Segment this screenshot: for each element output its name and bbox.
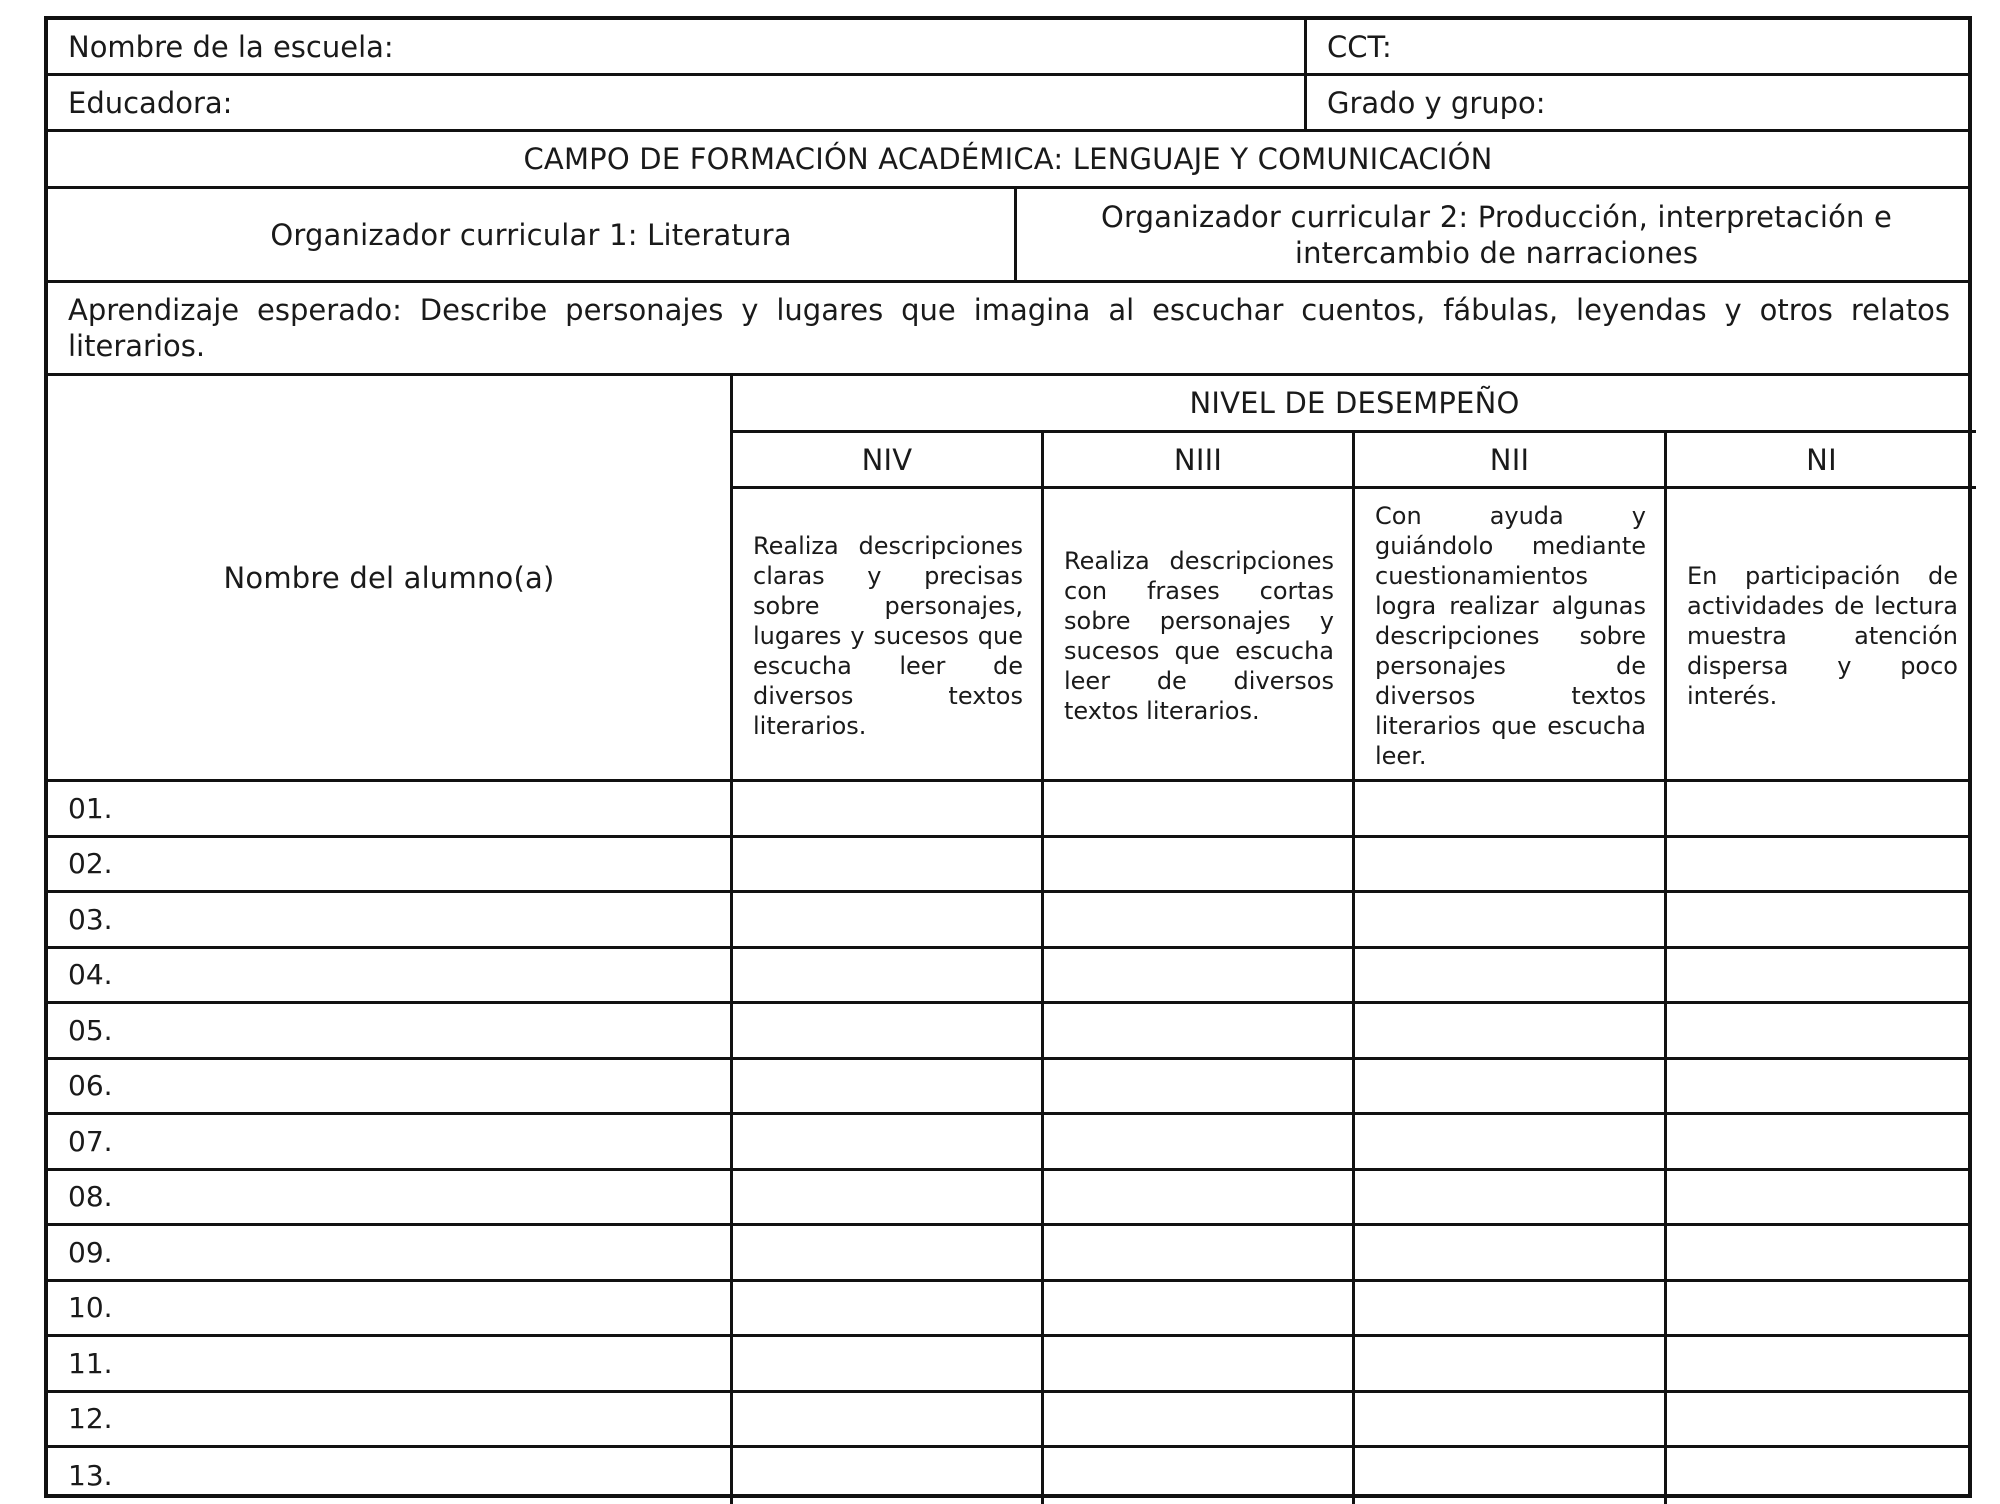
table-row	[48, 1004, 1968, 1060]
student-name-header-label: Nombre del alumno(a)	[223, 560, 555, 595]
level-mark-cell-ni[interactable]	[1664, 1282, 1976, 1335]
level-mark-cell-nii[interactable]	[1352, 1060, 1664, 1113]
table-row	[48, 1448, 1968, 1504]
level-mark-cell-niv[interactable]	[730, 893, 1041, 946]
level-mark-cell-niv[interactable]	[730, 1171, 1041, 1224]
student-name-cell[interactable]	[48, 1115, 730, 1168]
level-mark-cell-niv[interactable]	[730, 1337, 1041, 1390]
level-mark-cell-niv[interactable]	[730, 838, 1041, 891]
level-nii-desc: Con ayuda y guiándolo mediante cuestionamientos logra realizar algunas descripciones sobre personajes de diversos textos literarios que escucha leer.	[1375, 501, 1646, 770]
aprendizaje-cell	[48, 283, 1968, 373]
grade-group-label: Grado y grupo:	[1327, 85, 1546, 120]
student-name-cell[interactable]	[48, 1282, 730, 1335]
level-mark-cell-ni[interactable]	[1664, 1226, 1976, 1279]
level-mark-cell-ni[interactable]	[1664, 1171, 1976, 1224]
row-number: 03.	[68, 902, 113, 936]
level-niv-header	[730, 433, 1041, 489]
level-mark-cell-ni[interactable]	[1664, 782, 1976, 835]
row-number: 13.	[68, 1459, 113, 1493]
student-name-cell[interactable]	[48, 1171, 730, 1224]
school-name-label: Nombre de la escuela:	[68, 29, 394, 64]
table-row	[48, 893, 1968, 949]
row-number: 02.	[68, 847, 113, 881]
table-header	[48, 376, 1968, 782]
level-mark-cell-niii[interactable]	[1041, 1226, 1352, 1279]
level-mark-cell-nii[interactable]	[1352, 1337, 1664, 1390]
performance-level-label: NIVEL DE DESEMPEÑO	[1189, 386, 1520, 420]
campo-title-cell	[48, 132, 1968, 186]
level-mark-cell-ni[interactable]	[1664, 949, 1976, 1002]
student-name-cell[interactable]	[48, 1226, 730, 1279]
teacher-field[interactable]	[48, 76, 1304, 129]
level-mark-cell-niii[interactable]	[1041, 949, 1352, 1002]
level-mark-cell-nii[interactable]	[1352, 1004, 1664, 1057]
organizador-2-cell	[1014, 189, 1976, 280]
aprendizaje-row	[48, 283, 1968, 376]
header-row-school	[48, 20, 1968, 76]
row-number: 11.	[68, 1346, 113, 1380]
level-mark-cell-niii[interactable]	[1041, 1171, 1352, 1224]
school-name-field[interactable]	[48, 20, 1304, 73]
level-ni-descriptor	[1664, 489, 1976, 782]
level-nii-header	[1352, 433, 1664, 489]
organizador-row	[48, 189, 1968, 283]
level-nii-name: NII	[1489, 442, 1530, 477]
level-mark-cell-niii[interactable]	[1041, 1060, 1352, 1113]
teacher-label: Educadora:	[68, 85, 233, 120]
level-mark-cell-niii[interactable]	[1041, 838, 1352, 891]
level-mark-cell-ni[interactable]	[1664, 1448, 1976, 1504]
table-row	[48, 1393, 1968, 1449]
row-number: 06.	[68, 1069, 113, 1103]
level-mark-cell-nii[interactable]	[1352, 1448, 1664, 1504]
student-name-cell[interactable]	[48, 1393, 730, 1446]
level-mark-cell-niii[interactable]	[1041, 1393, 1352, 1446]
campo-title: CAMPO DE FORMACIÓN ACADÉMICA: LENGUAJE Y COMUNICACIÓN	[523, 142, 1493, 176]
row-number: 01.	[68, 791, 113, 825]
table-row	[48, 949, 1968, 1005]
level-mark-cell-nii[interactable]	[1352, 1226, 1664, 1279]
table-row	[48, 1115, 1968, 1171]
student-name-cell[interactable]	[48, 1004, 730, 1057]
level-mark-cell-niv[interactable]	[730, 1060, 1041, 1113]
table-row	[48, 1282, 1968, 1338]
organizador-2: Organizador curricular 2: Producción, interpretación e intercambio de narraciones	[1100, 199, 1893, 270]
level-niv-desc: Realiza descripciones claras y precisas sobre personajes, lugares y sucesos que escucha leer de diversos textos literarios.	[753, 531, 1023, 740]
level-nii-descriptor	[1352, 489, 1664, 782]
level-mark-cell-ni[interactable]	[1664, 838, 1976, 891]
level-mark-cell-ni[interactable]	[1664, 1115, 1976, 1168]
student-name-cell[interactable]	[48, 1448, 730, 1504]
campo-row	[48, 132, 1968, 189]
aprendizaje-text: Aprendizaje esperado: Describe personajes y lugares que imagina al escuchar cuentos, fábulas, leyendas y otros relatos literarios.	[68, 293, 1950, 363]
cct-field[interactable]	[1304, 20, 1976, 73]
level-niii-desc: Realiza descripciones con frases cortas sobre personajes y sucesos que escucha leer de diversos textos literarios.	[1064, 546, 1334, 725]
level-mark-cell-niii[interactable]	[1041, 1115, 1352, 1168]
level-mark-cell-nii[interactable]	[1352, 893, 1664, 946]
level-mark-cell-nii[interactable]	[1352, 1171, 1664, 1224]
level-ni-name: NI	[1806, 442, 1837, 477]
table-row	[48, 1171, 1968, 1227]
student-name-cell[interactable]	[48, 782, 730, 835]
level-mark-cell-niii[interactable]	[1041, 893, 1352, 946]
student-name-cell[interactable]	[48, 949, 730, 1002]
row-number: 12.	[68, 1402, 113, 1436]
level-mark-cell-nii[interactable]	[1352, 838, 1664, 891]
row-number: 07.	[68, 1124, 113, 1158]
evaluation-form	[44, 16, 1972, 1498]
level-mark-cell-nii[interactable]	[1352, 1115, 1664, 1168]
header-row-teacher	[48, 76, 1968, 132]
level-mark-cell-ni[interactable]	[1664, 893, 1976, 946]
row-number: 04.	[68, 958, 113, 992]
level-niii-header	[1041, 433, 1352, 489]
level-niv-descriptor	[730, 489, 1041, 782]
level-ni-desc: En participación de actividades de lectura muestra atención dispersa y poco interés.	[1687, 561, 1958, 710]
student-name-cell[interactable]	[48, 838, 730, 891]
row-number: 08.	[68, 1180, 113, 1214]
table-row	[48, 1337, 1968, 1393]
row-number: 09.	[68, 1235, 113, 1269]
row-number: 05.	[68, 1013, 113, 1047]
row-number: 10.	[68, 1291, 113, 1325]
level-mark-cell-niv[interactable]	[730, 1448, 1041, 1504]
table-row	[48, 1226, 1968, 1282]
level-mark-cell-niv[interactable]	[730, 1004, 1041, 1057]
level-niv-name: NIV	[861, 442, 913, 477]
level-mark-cell-niii[interactable]	[1041, 1004, 1352, 1057]
level-mark-cell-niii[interactable]	[1041, 1282, 1352, 1335]
level-mark-cell-nii[interactable]	[1352, 1282, 1664, 1335]
level-mark-cell-niv[interactable]	[730, 1282, 1041, 1335]
level-mark-cell-nii[interactable]	[1352, 782, 1664, 835]
level-mark-cell-niv[interactable]	[730, 782, 1041, 835]
organizador-1-cell	[48, 189, 1014, 280]
level-mark-cell-niii[interactable]	[1041, 782, 1352, 835]
table-row	[48, 1060, 1968, 1116]
level-mark-cell-ni[interactable]	[1664, 1337, 1976, 1390]
level-mark-cell-niv[interactable]	[730, 949, 1041, 1002]
level-mark-cell-ni[interactable]	[1664, 1060, 1976, 1113]
level-niii-name: NIII	[1173, 442, 1223, 477]
level-ni-header	[1664, 433, 1976, 489]
table-row	[48, 782, 1968, 838]
level-mark-cell-ni[interactable]	[1664, 1393, 1976, 1446]
grade-group-field[interactable]	[1304, 76, 1976, 129]
level-niii-descriptor	[1041, 489, 1352, 782]
level-mark-cell-nii[interactable]	[1352, 1393, 1664, 1446]
cct-label: CCT:	[1327, 29, 1392, 64]
level-mark-cell-niii[interactable]	[1041, 1448, 1352, 1504]
table-row	[48, 838, 1968, 894]
level-mark-cell-niv[interactable]	[730, 1115, 1041, 1168]
level-mark-cell-ni[interactable]	[1664, 1004, 1976, 1057]
student-name-cell[interactable]	[48, 1060, 730, 1113]
level-mark-cell-niv[interactable]	[730, 1226, 1041, 1279]
student-name-cell[interactable]	[48, 893, 730, 946]
level-mark-cell-niii[interactable]	[1041, 1337, 1352, 1390]
organizador-1: Organizador curricular 1: Literatura	[270, 217, 792, 252]
student-name-header	[48, 376, 730, 779]
performance-level-header	[730, 376, 1976, 433]
student-name-cell[interactable]	[48, 1337, 730, 1390]
level-mark-cell-nii[interactable]	[1352, 949, 1664, 1002]
level-mark-cell-niv[interactable]	[730, 1393, 1041, 1446]
